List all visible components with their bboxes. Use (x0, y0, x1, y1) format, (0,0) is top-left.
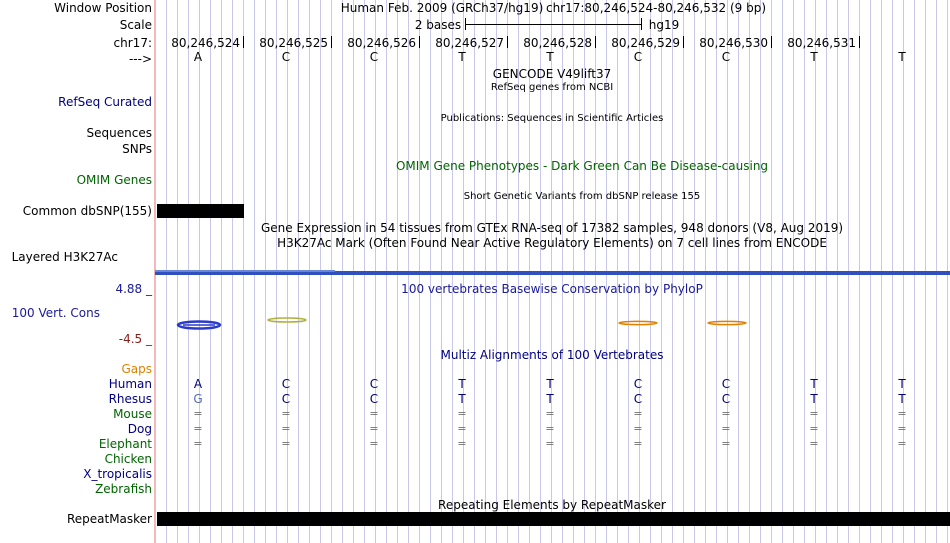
assembly-text: Human Feb. 2009 (GRCh37/hg19) (340, 1, 544, 15)
chicken-label[interactable]: Chicken (104, 452, 152, 466)
dog-aligned-base: = (633, 422, 643, 435)
sequence-base: T (546, 50, 554, 64)
mouse-aligned-base: = (545, 407, 555, 420)
mouse-aligned-base: = (721, 407, 731, 420)
rhesus-aligned-base: C (633, 392, 643, 406)
ruler-tick (771, 36, 772, 48)
track-label-column (0, 0, 154, 543)
sequence-base: T (458, 50, 466, 64)
dog-aligned-base: = (193, 422, 203, 435)
ruler-tick (243, 36, 244, 48)
elephant-aligned-base: = (193, 437, 203, 450)
repeatmasker-track-title: Repeating Elements by RepeatMasker (438, 498, 666, 512)
mouse-aligned-base: = (897, 407, 907, 420)
elephant-aligned-base: = (369, 437, 379, 450)
scale-text: 2 bases (414, 18, 462, 32)
ruler-tick (859, 36, 860, 48)
refseq-curated-label[interactable]: RefSeq Curated (58, 95, 152, 109)
human-aligned-base: C (369, 377, 379, 391)
dog-aligned-base: = (369, 422, 379, 435)
layered-h3k27ac-label[interactable]: Layered H3K27Ac (11, 250, 118, 264)
ruler-position-label: 80,246,524 (171, 36, 240, 50)
common-dbsnp-label[interactable]: Common dbSNP(155) (22, 204, 152, 218)
vert-cons-label[interactable]: 100 Vert. Cons (11, 306, 100, 320)
mouse-aligned-base: = (281, 407, 291, 420)
rhesus-aligned-base: C (721, 392, 731, 406)
gaps-label[interactable]: Gaps (121, 362, 152, 376)
rhesus-aligned-base: T (546, 392, 554, 406)
position-text: chr17:80,246,524-80,246,532 (9 bp) (545, 1, 767, 15)
rhesus-aligned-base: T (898, 392, 906, 406)
sequence-base: C (281, 50, 291, 64)
elephant-aligned-base: = (545, 437, 555, 450)
ruler-position-label: 80,246,530 (699, 36, 768, 50)
omim-genes-label[interactable]: OMIM Genes (76, 173, 152, 187)
human-aligned-base: T (810, 377, 818, 391)
omim-track-title: OMIM Gene Phenotypes - Dark Green Can Be Disease-causing (395, 159, 769, 173)
ruler-tick (331, 36, 332, 48)
human-aligned-base: C (721, 377, 731, 391)
phylop-mark-4 (708, 321, 746, 324)
gtex-track-title: Gene Expression in 54 tissues from GTEx RNA-seq of 17382 samples, 948 donors (V8, Aug 2019) (260, 221, 844, 235)
strand-arrow-label[interactable]: ---> (128, 52, 152, 66)
phylop-max-label: 4.88 _ (115, 282, 152, 296)
repeatmasker-element-bar[interactable] (157, 512, 950, 526)
scale-db-text: hg19 (648, 18, 680, 32)
human-aligned-base: C (281, 377, 291, 391)
xtropicalis-label[interactable]: X_tropicalis (83, 467, 152, 481)
elephant-label[interactable]: Elephant (98, 437, 152, 451)
elephant-aligned-base: = (633, 437, 643, 450)
elephant-aligned-base: = (281, 437, 291, 450)
sequence-base: T (898, 50, 906, 64)
phylop-conservation-graph[interactable] (155, 312, 950, 336)
phylop-track-title: 100 vertebrates Basewise Conservation by PhyloP (401, 282, 703, 296)
dog-aligned-base: = (545, 422, 555, 435)
human-aligned-base: T (458, 377, 466, 391)
mouse-aligned-base: = (369, 407, 379, 420)
dog-aligned-base: = (721, 422, 731, 435)
phylop-min-label: -4.5 _ (118, 332, 152, 346)
ruler-tick (419, 36, 420, 48)
h3k27ac-signal-peak (155, 270, 335, 272)
window-position-label: Window Position (54, 1, 152, 15)
publications-track-title: Publications: Sequences in Scientific Articles (440, 113, 664, 124)
human-aligned-base: A (193, 377, 203, 391)
elephant-aligned-base: = (897, 437, 907, 450)
gencode-track-title: GENCODE V49lift37 (492, 67, 612, 81)
ruler-tick (683, 36, 684, 48)
elephant-aligned-base: = (721, 437, 731, 450)
snps-label[interactable]: SNPs (122, 142, 152, 156)
dog-aligned-base: = (809, 422, 819, 435)
dbsnp-variant-bar[interactable] (157, 204, 244, 218)
ruler-position-label: 80,246,526 (347, 36, 416, 50)
multiz-track-title: Multiz Alignments of 100 Vertebrates (440, 348, 664, 362)
chrom-label: chr17: (113, 36, 152, 50)
scale-bar-right-tick (641, 18, 642, 30)
track-image-area[interactable] (155, 0, 950, 543)
human-aligned-base: T (546, 377, 554, 391)
ruler-position-label: 80,246,531 (787, 36, 856, 50)
scale-bar (465, 24, 642, 25)
mouse-aligned-base: = (193, 407, 203, 420)
sequence-base: C (369, 50, 379, 64)
scale-bar-left-tick (465, 18, 466, 30)
rhesus-aligned-base: C (281, 392, 291, 406)
dbsnp-track-title: Short Genetic Variants from dbSNP release 155 (463, 191, 701, 202)
elephant-aligned-base: = (457, 437, 467, 450)
ruler-tick (507, 36, 508, 48)
phylop-mark-2 (268, 318, 306, 322)
elephant-aligned-base: = (809, 437, 819, 450)
refseq-track-title: RefSeq genes from NCBI (490, 82, 614, 93)
mouse-aligned-base: = (633, 407, 643, 420)
mouse-label[interactable]: Mouse (113, 407, 152, 421)
ruler-position-label: 80,246,525 (259, 36, 328, 50)
zebrafish-label[interactable]: Zebrafish (95, 482, 152, 496)
ruler-tick (595, 36, 596, 48)
sequence-base: C (721, 50, 731, 64)
dog-aligned-base: = (457, 422, 467, 435)
repeatmasker-label[interactable]: RepeatMasker (66, 512, 152, 526)
scale-label: Scale (119, 18, 152, 32)
phylop-mark-3 (619, 321, 657, 324)
mouse-aligned-base: = (809, 407, 819, 420)
h3k27ac-track-title: H3K27Ac Mark (Often Found Near Active Regulatory Elements) on 7 cell lines from ENCODE (277, 236, 827, 250)
mouse-aligned-base: = (457, 407, 467, 420)
sequence-base: C (633, 50, 643, 64)
sequences-label[interactable]: Sequences (86, 126, 152, 140)
rhesus-aligned-base: T (458, 392, 466, 406)
human-label[interactable]: Human (108, 377, 152, 391)
ruler-position-label: 80,246,527 (435, 36, 504, 50)
dog-aligned-base: = (281, 422, 291, 435)
rhesus-aligned-base: T (810, 392, 818, 406)
sequence-base: A (193, 50, 203, 64)
human-aligned-base: C (633, 377, 643, 391)
dog-label[interactable]: Dog (127, 422, 152, 436)
dog-aligned-base: = (897, 422, 907, 435)
rhesus-aligned-base: C (369, 392, 379, 406)
sequence-base: T (810, 50, 818, 64)
ruler-position-label: 80,246,528 (523, 36, 592, 50)
human-aligned-base: T (898, 377, 906, 391)
rhesus-label[interactable]: Rhesus (108, 392, 152, 406)
rhesus-aligned-base: G (193, 392, 203, 406)
ruler-position-label: 80,246,529 (611, 36, 680, 50)
